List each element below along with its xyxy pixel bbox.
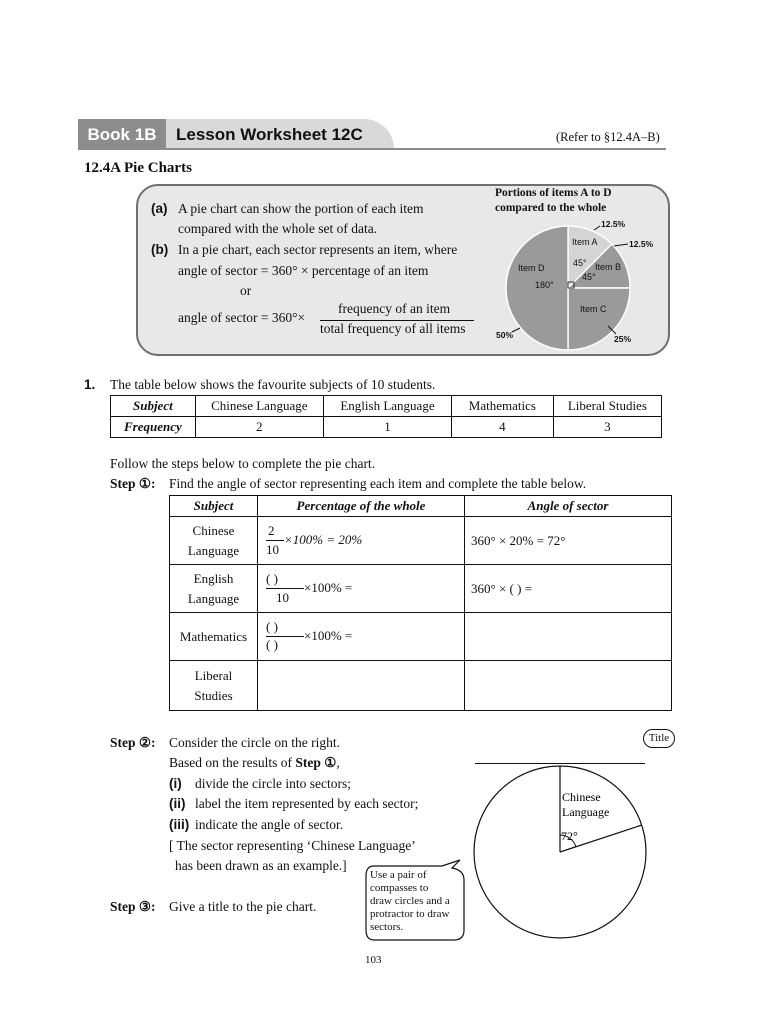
subject-cell: English Language <box>323 396 451 417</box>
subject-line: Language <box>187 590 240 606</box>
subject-chinese <box>170 517 258 565</box>
percentage-formula: ×100% = <box>304 580 353 595</box>
table-row <box>170 517 672 565</box>
fraction-numerator: 2 <box>268 523 275 538</box>
header-rule <box>78 148 666 150</box>
or-text: or <box>240 283 252 298</box>
frequency-cell: 3 <box>553 417 661 438</box>
point-a-line1: A pie chart can show the portion of each item <box>178 201 424 216</box>
leader-d <box>512 328 520 332</box>
pct-d: 50% <box>496 330 514 340</box>
percentage-formula: ×100% = <box>304 628 353 643</box>
table-row <box>111 417 662 438</box>
point-a-label: (a) <box>151 201 168 216</box>
worksheet-title: Lesson Worksheet 12C <box>176 125 363 144</box>
sector-label-line1: Chinese <box>562 790 601 804</box>
percentage-cell <box>258 565 465 613</box>
fraction-denominator: 10 <box>276 590 289 605</box>
pct-c: 25% <box>614 334 632 344</box>
frequency-cell: 1 <box>323 417 451 438</box>
subject-mathematics: Mathematics <box>170 613 258 661</box>
title-callout: Title <box>643 729 675 748</box>
step1-text: Find the angle of sector representing each item and complete the table below. <box>169 476 587 491</box>
angle-cell-blank[interactable] <box>465 613 672 661</box>
subject-line: Language <box>187 542 240 558</box>
subject-cell: Liberal Studies <box>553 396 661 417</box>
percentage-cell <box>258 613 465 661</box>
pie-caption-line2: compared to the whole <box>495 202 607 214</box>
angle-cell-blank[interactable] <box>465 661 672 711</box>
angle-cell: 360° × 20% = 72° <box>465 517 672 565</box>
label-item-b: Item B <box>595 262 622 272</box>
table-row <box>170 565 672 613</box>
step2-label: Step ②: <box>110 735 156 750</box>
frequency-cell: 2 <box>195 417 323 438</box>
note-line2: has been drawn as an example.] <box>175 858 347 873</box>
angle-a: 45° <box>573 258 587 268</box>
step2-line2-post: , <box>336 755 340 770</box>
subject-line: English <box>193 570 234 586</box>
fraction-numerator-blank[interactable]: ( ) <box>266 619 278 634</box>
subject-liberal-studies <box>170 661 258 711</box>
table-row <box>170 661 672 711</box>
step3-label: Step ③: <box>110 899 156 914</box>
angle-b: 45° <box>582 272 596 282</box>
header-percentage: Percentage of the whole <box>258 496 465 517</box>
subject-line: Studies <box>194 687 233 703</box>
sub-iii-label: (iii) <box>169 817 190 832</box>
step2-line2-bold: Step ① <box>295 755 337 770</box>
fraction-denominator: 10 <box>266 542 279 557</box>
fraction-denominator-blank[interactable]: ( ) <box>266 637 278 652</box>
blank-pie-circle[interactable] <box>462 765 682 945</box>
tip-line: sectors. <box>370 921 404 933</box>
book-badge: Book 1B <box>78 119 166 150</box>
question-number: 1. <box>84 377 96 392</box>
header-angle: Angle of sector <box>465 496 672 517</box>
formula-numerator: frequency of an item <box>338 301 451 316</box>
point-b-line2: angle of sector = 360° × percentage of an item <box>178 263 429 278</box>
follow-steps-text: Follow the steps below to complete the pie chart. <box>110 456 376 471</box>
example-pie-chart <box>490 214 654 346</box>
tip-text <box>370 869 450 934</box>
step3-text: Give a title to the pie chart. <box>169 899 317 914</box>
row-head-frequency: Frequency <box>111 417 196 438</box>
angle-cell[interactable]: 360° × ( ) = <box>465 565 672 613</box>
label-item-a: Item A <box>572 237 598 247</box>
angle-table <box>169 495 672 711</box>
label-item-c: Item C <box>580 304 607 314</box>
sub-i-label: (i) <box>169 776 182 791</box>
step1-label: Step ①: <box>110 476 156 491</box>
subject-line: Liberal <box>194 667 233 683</box>
point-b-line1: In a pie chart, each sector represents an item, where <box>178 242 458 257</box>
tip-line: protractor to draw <box>370 908 450 920</box>
point-a-line2: compared with the whole set of data. <box>178 221 378 236</box>
reference-note: (Refer to §12.4A–B) <box>556 130 660 144</box>
percentage-formula: ×100% = 20% <box>284 532 363 547</box>
percentage-cell-blank[interactable] <box>258 661 465 711</box>
table-row <box>170 613 672 661</box>
sector-label-line2: Language <box>562 805 610 819</box>
subject-english <box>170 565 258 613</box>
point-b-label: (b) <box>151 242 169 257</box>
page-number: 103 <box>365 954 382 966</box>
title-answer-line[interactable] <box>475 763 645 764</box>
fraction-numerator-blank[interactable]: ( ) <box>266 571 278 586</box>
frequency-table <box>110 395 662 438</box>
fraction-bar <box>266 588 304 589</box>
sub-ii-text: label the item represented by each sector; <box>195 796 419 811</box>
pct-a: 12.5% <box>601 219 626 229</box>
note-line1: [ The sector representing ‘Chinese Language’ <box>169 838 416 853</box>
section-title: 12.4A Pie Charts <box>84 160 192 176</box>
subject-cell: Chinese Language <box>195 396 323 417</box>
formula-denominator: total frequency of all items <box>320 321 466 336</box>
label-item-d: Item D <box>518 263 545 273</box>
formula-lhs: angle of sector = 360°× <box>178 310 306 325</box>
sub-i-text: divide the circle into sectors; <box>195 776 351 791</box>
percentage-cell <box>258 517 465 565</box>
step2-line1: Consider the circle on the right. <box>169 735 340 750</box>
sub-ii-label: (ii) <box>169 796 186 811</box>
tip-line: compasses to <box>370 882 429 894</box>
header-subject: Subject <box>170 496 258 517</box>
pie-caption-line1: Portions of items A to D <box>495 187 612 199</box>
row-head-subject: Subject <box>111 396 196 417</box>
angle-d: 180° <box>535 280 554 290</box>
fraction-bar <box>266 540 284 541</box>
subject-cell: Mathematics <box>452 396 554 417</box>
leader-b <box>614 244 628 246</box>
tip-line: draw circles and a <box>370 895 450 907</box>
subject-line: Chinese <box>192 522 235 538</box>
frequency-cell: 4 <box>452 417 554 438</box>
example-pie-caption <box>495 186 612 216</box>
table-header-row <box>170 496 672 517</box>
sub-iii-text: indicate the angle of sector. <box>195 817 344 832</box>
sector-angle-label: 72° <box>561 829 578 843</box>
tip-line: Use a pair of <box>370 869 427 881</box>
leader-a <box>594 226 600 230</box>
step2-line2-pre: Based on the results of <box>169 755 296 770</box>
table-row <box>111 396 662 417</box>
pct-b: 12.5% <box>629 239 654 249</box>
question-intro: The table below shows the favourite subjects of 10 students. <box>110 377 436 392</box>
step2-line2 <box>169 755 340 771</box>
